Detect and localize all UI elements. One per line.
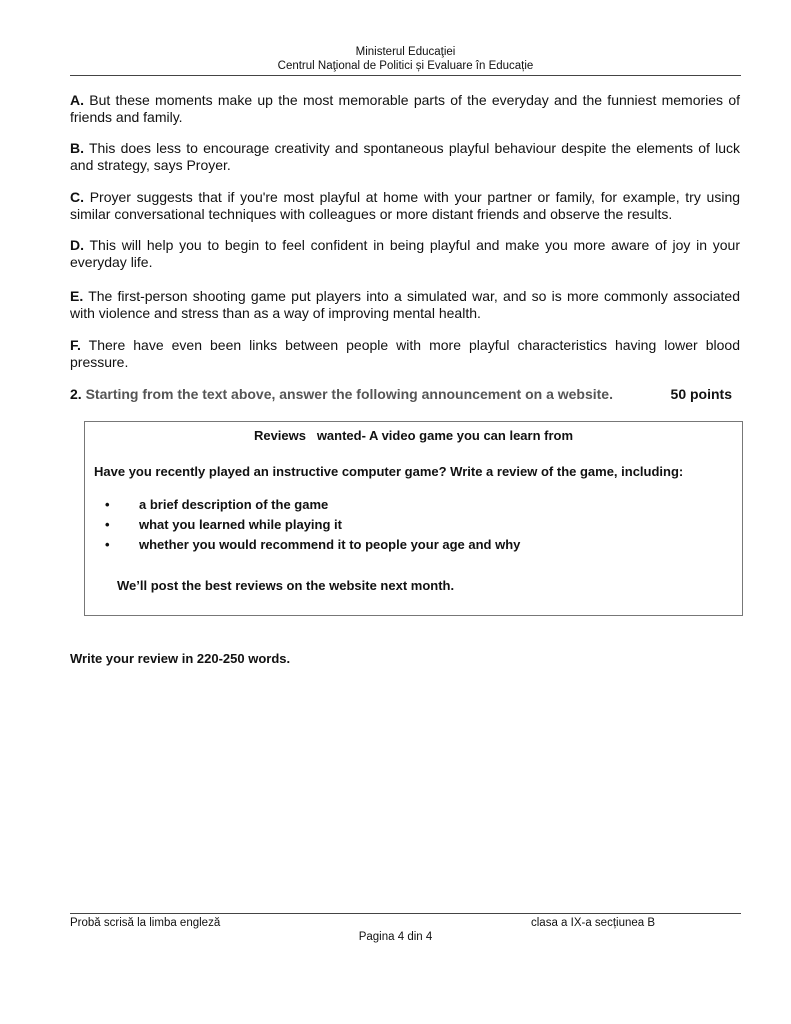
footer-subject: Probă scrisă la limba engleză bbox=[70, 917, 221, 929]
option-d: D. This will help you to begin to feel confident in being playful and make you more aware of joy in your everyday life. bbox=[70, 237, 740, 270]
option-f: F. There have even been links between people with more playful characteristics having lower blood pressure. bbox=[70, 337, 740, 370]
option-b: B. This does less to encourage creativity and spontaneous playful behaviour despite the elements of luck and strategy, says Proyer. bbox=[70, 140, 740, 173]
bullet-item: • whether you would recommend it to people your age and why bbox=[105, 535, 520, 555]
question-points: 50 points bbox=[670, 386, 732, 402]
word-count-instruction: Write your review in 220-250 words. bbox=[70, 651, 291, 666]
announcement-bullets bbox=[105, 495, 520, 555]
announcement-closing: We’ll post the best reviews on the website next month. bbox=[117, 578, 455, 593]
bullet-icon: • bbox=[105, 537, 110, 552]
announcement-box bbox=[84, 421, 743, 616]
header-center: Centrul Naţional de Politici și Evaluare în Educație bbox=[277, 60, 534, 72]
header-ministry: Ministerul Educaţiei bbox=[355, 46, 456, 58]
announcement-intro: Have you recently played an instructive computer game? Write a review of the game, including: bbox=[94, 464, 684, 479]
footer-class: clasa a IX-a secțiunea B bbox=[531, 917, 656, 929]
question-number: 2. bbox=[70, 386, 82, 402]
bullet-icon: • bbox=[105, 497, 110, 512]
header-divider bbox=[70, 75, 741, 76]
footer-divider bbox=[70, 913, 741, 914]
announcement-title: Reviews wanted- A video game you can learn from bbox=[253, 428, 574, 443]
option-a: A. But these moments make up the most memorable parts of the everyday and the funniest memories of friends and family. bbox=[70, 92, 740, 125]
option-e: E. The first-person shooting game put players into a simulated war, and so is more commonly associated with violence and stress than as a way of improving mental health. bbox=[70, 288, 740, 321]
option-c: C. Proyer suggests that if you're most playful at home with your partner or family, for example, try using similar conversational techniques with colleagues or more distant friends and observe the results. bbox=[70, 189, 741, 222]
footer-page-number: Pagina 4 din 4 bbox=[358, 931, 433, 943]
question-2 bbox=[70, 386, 732, 402]
question-text: Starting from the text above, answer the following announcement on a website. bbox=[85, 386, 613, 402]
bullet-item: • a brief description of the game bbox=[105, 495, 520, 515]
bullet-item: • what you learned while playing it bbox=[105, 515, 520, 535]
bullet-icon: • bbox=[105, 517, 110, 532]
